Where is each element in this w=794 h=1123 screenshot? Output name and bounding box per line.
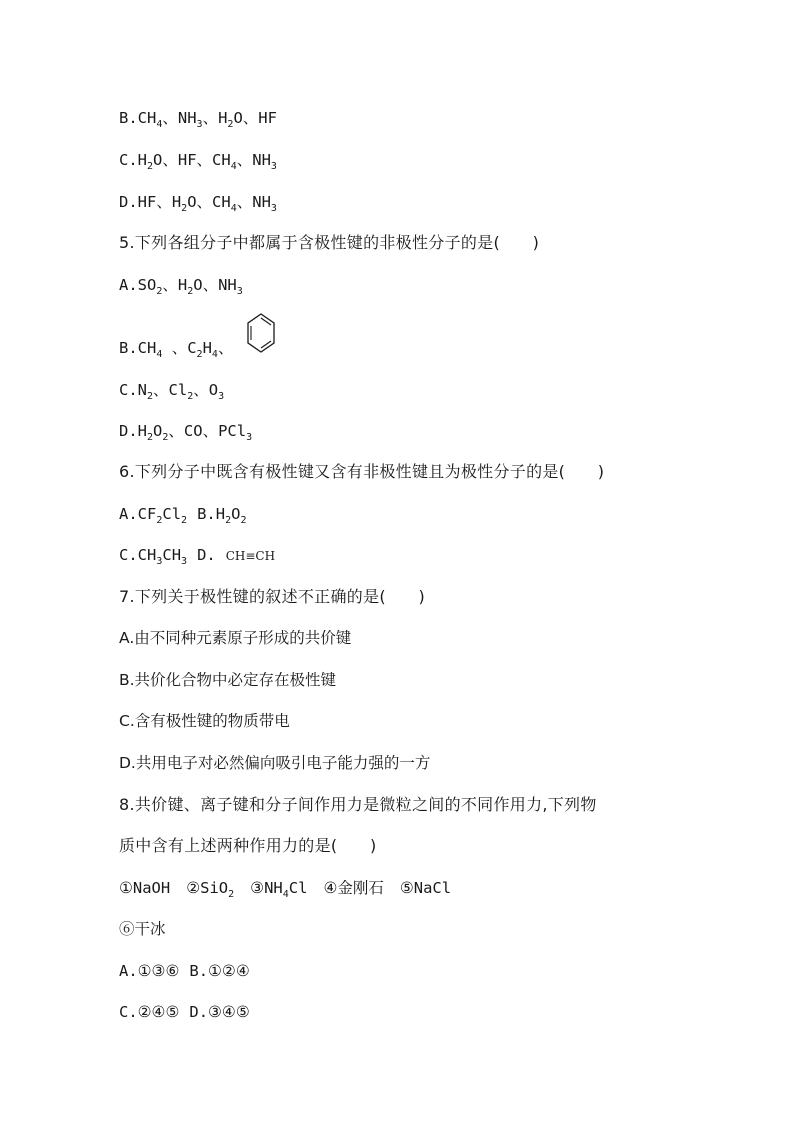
q8-items <box>119 878 451 898</box>
q5-option-b: $B.CH_4$ 、$C_2H_4$、 <box>119 339 234 360</box>
q6-option-b: $B.H_2O_2$ <box>197 505 247 526</box>
q8-option-b: B.①②④ <box>189 962 250 980</box>
q4-option-d: D.HF、$H_2O$、$CH_4$、$NH_3$ <box>119 193 277 214</box>
q7-option-c: C.含有极性键的物质带电 <box>119 712 290 730</box>
q8-option-d: D.③④⑤ <box>189 1003 250 1021</box>
q8-options-cd <box>119 1002 250 1022</box>
q7-option-a: A.由不同种元素原子形成的共价键 <box>119 629 352 647</box>
q5-option-a: $A.SO_2$、$H_2O$、$NH_3$ <box>119 276 243 297</box>
q6-options-cd <box>119 545 275 565</box>
q8-item-5: ⑤NaCl <box>399 879 452 897</box>
q4-option-b: $B.CH_4$、$NH_3$、$H_2O$、HF <box>119 109 277 130</box>
q8-option-c: C.②④⑤ <box>119 1003 180 1021</box>
q8-item-2: ②SiO$_2$ <box>186 879 235 900</box>
q8-stem-line2: 质中含有上述两种作用力的是( ) <box>119 836 377 855</box>
q8-item-3: $③NH_4Cl$ <box>250 879 308 900</box>
q8-options-ab <box>119 961 250 981</box>
acetylene-formula: CH≡CH <box>225 549 276 563</box>
q7-stem: 7.下列关于极性键的叙述不正确的是( ) <box>119 587 426 606</box>
q8-item-6: ⑥干冰 <box>119 920 166 938</box>
q6-option-c: $C.CH_3CH_3$ <box>119 546 188 567</box>
q6-options-ab <box>119 504 246 524</box>
q7-option-d: D.共用电子对必然偏向吸引电子能力强的一方 <box>119 754 431 772</box>
q5-stem: 5.下列各组分子中都属于含极性键的非极性分子的是( ) <box>119 233 540 252</box>
q8-item-1: ①NaOH <box>119 879 171 897</box>
q8-item-4: ④金刚石 <box>323 879 384 897</box>
q7-option-b: B.共价化合物中必定存在极性键 <box>119 671 337 689</box>
benzene-ring-icon <box>246 312 276 354</box>
q5-option-d: $D.H_2O_2$、CO、PCl$_3$ <box>119 422 253 443</box>
q6-option-a: $A.CF_2Cl_2$ <box>119 505 188 526</box>
q8-stem-line1: 8.共价键、离子键和分子间作用力是微粒之间的不同作用力,下列物 <box>119 795 597 814</box>
q8-option-a: A.①③⑥ <box>119 962 180 980</box>
q6-stem: 6.下列分子中既含有极性键又含有非极性键且为极性分子的是( ) <box>119 462 605 481</box>
q4-option-c: $C.H_2O$、HF、$CH_4$、$NH_3$ <box>119 151 277 172</box>
q6-option-d: D. CH≡CH <box>197 546 276 564</box>
q5-option-c: $C.N_2$、$Cl_2$、$O_3$ <box>119 381 225 402</box>
